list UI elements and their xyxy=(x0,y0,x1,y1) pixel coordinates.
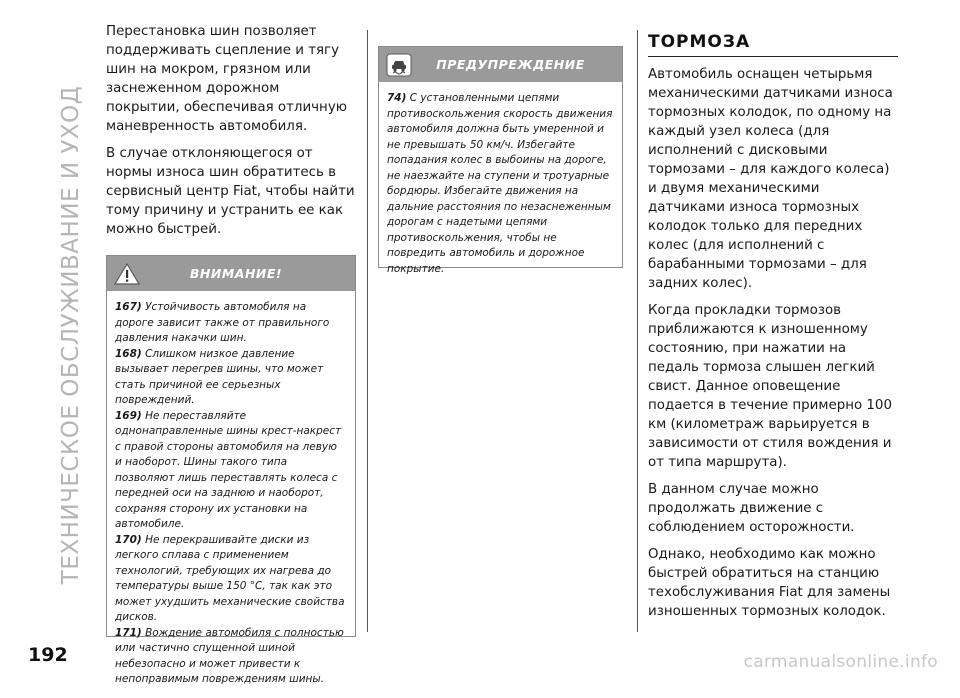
note-item xyxy=(115,626,347,688)
attention-body xyxy=(107,291,355,698)
note-number: 171) xyxy=(115,626,142,639)
watermark: carmanualsonline.info xyxy=(743,652,938,672)
note-item xyxy=(115,533,347,626)
attention-box xyxy=(106,255,356,685)
paragraph: Перестановка шин позволяет поддерживать сцепление и тягу шин на мокром, грязном или заснеженном дорожном покрытии, обеспечивая отличную маневренность автомобиля. xyxy=(106,24,348,134)
warning-header xyxy=(379,47,622,82)
paragraph: В случае отклоняющегося от нормы износа шин обратитесь в сервисный центр Fiat, чтобы найти тому причину и устранить ее как можно быстрей. xyxy=(106,146,355,237)
side-section-title: ТЕХНИЧЕСКОЕ ОБСЛУЖИВАНИЕ И УХОД xyxy=(58,85,85,585)
paragraph: Однако, необходимо как можно быстрей обратиться на станцию техобслуживания Fiat для замены изношенных тормозных колодок. xyxy=(648,547,891,619)
page-number: 192 xyxy=(28,644,68,666)
column-middle xyxy=(378,46,623,275)
note-item xyxy=(115,300,347,347)
car-skid-icon xyxy=(379,47,419,82)
note-number: 167) xyxy=(115,301,142,313)
paragraph: Автомобиль оснащен четырьмя механическими датчиками износа тормозных колодок, по одному на каждый узел колеса (для исполнений с дисковыми тормозами – для каждого колеса) и двумя механическими датчиками износа тормозных колодок только для передних колес (для исполнений с барабанными тормозами – для задних колес). xyxy=(648,67,893,291)
column-right xyxy=(648,22,900,629)
column-divider xyxy=(367,30,368,632)
attention-header xyxy=(107,256,355,291)
column-left xyxy=(106,22,356,685)
paragraph: В данном случае можно продолжать движение с соблюдением осторожности. xyxy=(648,482,855,535)
note-number: 168) xyxy=(115,347,142,360)
note-text: Не переставляйте однонаправленные шины крест-накрест с правой стороны автомобиля на левую и наоборот. Шины такого типа позволяют лишь переставлять колеса с передней оси на заднюю и наоборот, сохраняя сторону их установки на автомобиле. xyxy=(115,409,342,530)
warning-triangle-icon xyxy=(107,256,147,291)
note-item xyxy=(387,91,614,277)
section-heading: ТОРМОЗА xyxy=(648,32,898,57)
note-text: Вождение автомобиля с полностью или частично спущенной шиной небезопасно и может привести к непоправимым повреждениям шины. xyxy=(115,626,344,685)
column-divider xyxy=(637,30,638,632)
note-number: 170) xyxy=(115,533,142,546)
note-item xyxy=(115,409,347,533)
warning-body xyxy=(379,82,622,287)
note-text: С установленными цепями противоскольжения скорость движения автомобиля должна быть умеренной и не превышать 50 км/ч. Избегайте попадания колес в выбоины на дороге, не наезжайте на ступени и тротуарные бордюры. Избегайте движения на дальние расстояния по незаснеженным дорогам с надетыми цепями противоскольжения, чтобы не повредить автомобиль и дорожное покрытие. xyxy=(387,92,613,275)
attention-title: ВНИМАНИЕ! xyxy=(189,266,283,281)
note-item xyxy=(115,347,347,409)
note-number: 169) xyxy=(115,409,142,422)
note-text: Не перекрашивайте диски из легкого сплава с применением технологий, требующих их нагрева до температуры выше 150 °С, так как это может ухудшить механические свойства дисков. xyxy=(115,533,345,623)
note-number: 74) xyxy=(387,92,407,104)
note-text: Слишком низкое давление вызывает перегрев шины, что может стать причиной ее серьезных повреждений. xyxy=(115,347,324,406)
note-text: Устойчивость автомобиля на дороге зависит также от правильного давления накачки шин. xyxy=(115,301,330,344)
warning-box xyxy=(378,46,623,275)
warning-title: ПРЕДУПРЕЖДЕНИЕ xyxy=(436,57,585,72)
paragraph: Когда прокладки тормозов приближаются к изношенному состоянию, при нажатии на педаль тормоза слышен легкий свист. Данное оповещение подается в течение примерно 100 км (километраж варьируется в зависимости от стиля вождения и от типа маршрута). xyxy=(648,303,892,470)
